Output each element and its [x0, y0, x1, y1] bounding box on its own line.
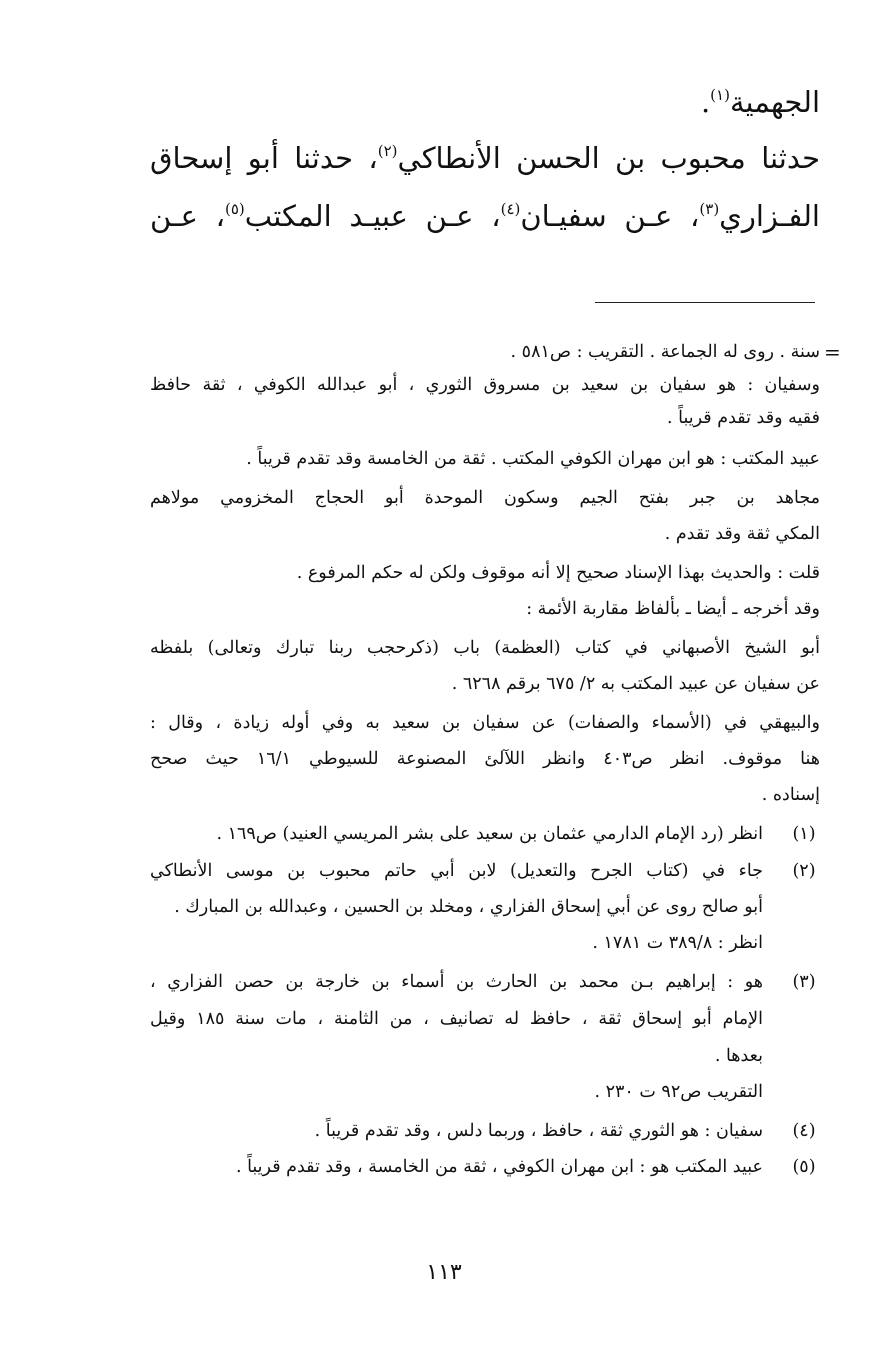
- main-text-line-2: [150, 138, 820, 178]
- footnote-line: سفيان : هو الثوري ثقة ، حافظ ، وربما دلس ، وقد تقدم قريباً .: [314, 1121, 763, 1141]
- footnote-line: هنا موقوف. انظر ص٤٠٣ وانظر اللآلئ المصنوعة للسيوطي ١٦/١ حيث صحح: [150, 749, 820, 769]
- footnote-line: المكي ثقة وقد تقدم .: [664, 524, 820, 544]
- footnote-number: (٥): [792, 1157, 816, 1177]
- main-text: ، عـن عبيـد المكتب: [244, 199, 501, 233]
- main-text: الفـزاري: [719, 199, 820, 233]
- main-text: حدثنا محبوب بن الحسن الأنطاكي: [397, 141, 821, 175]
- main-text-line-3: [150, 196, 820, 236]
- footnote-ref: (٢): [377, 142, 398, 160]
- footnote-line: انظر (رد الإمام الدارمي عثمان بن سعيد على بشر المريسي العنيد) ص١٦٩ .: [216, 824, 763, 844]
- main-text: الجهمية: [729, 85, 820, 119]
- footnote-line: مجاهد بن جبر بفتح الجيم وسكون الموحدة أبو الحجاج المخزومي مولاهم: [150, 488, 820, 508]
- footnote-line: عن سفيان عن عبيد المكتب به ٢/ ٦٧٥ برقم ٦٢٦٨ .: [451, 674, 820, 694]
- footnote-number: (٤): [792, 1121, 816, 1141]
- footnote-line: أبو الشيخ الأصبهاني في كتاب (العظمة) باب (ذكرحجب ربنا تبارك وتعالى) بلفظه: [150, 638, 820, 658]
- continuation-mark: =: [824, 340, 841, 364]
- footnote-line: قلت : والحديث بهذا الإسناد صحيح إلا أنه موقوف ولكن له حكم المرفوع .: [296, 563, 820, 583]
- footnote-number: (٢): [792, 861, 816, 881]
- main-text: ، عـن: [150, 199, 225, 233]
- footnote-line: الإمام أبو إسحاق ثقة ، حافظ له تصانيف ، من الثامنة ، مات سنة ١٨٥ وقيل: [150, 1009, 763, 1029]
- footnote-line: وسفيان : هو سفيان بن سعيد بن مسروق الثوري ، أبو عبدالله الكوفي ، ثقة حافظ: [150, 375, 820, 395]
- footnote-line: أبو صالح روى عن أبي إسحاق الفزاري ، ومخلد بن الحسين ، وعبدالله بن المبارك .: [174, 897, 763, 917]
- footnote-line: عبيد المكتب هو : ابن مهران الكوفي ، ثقة من الخامسة ، وقد تقدم قريباً .: [235, 1157, 763, 1177]
- footnote-line: انظر : ٣٨٩/٨ ت ١٧٨١ .: [592, 933, 763, 953]
- footnote-number: (١): [792, 824, 816, 844]
- footnote-line: عبيد المكتب : هو ابن مهران الكوفي المكتب . ثقة من الخامسة وقد تقدم قريباً .: [246, 449, 820, 469]
- footnote-line: بعدها .: [714, 1046, 763, 1066]
- main-text-line-1: [701, 82, 820, 122]
- footnote-ref: (١): [710, 86, 730, 104]
- footnote-line: وقد أخرجه ـ أيضا ـ بألفاظ مقاربة الأئمة :: [526, 599, 820, 619]
- main-text: .: [700, 85, 711, 119]
- page-number: ١١٣: [426, 1260, 462, 1285]
- footnote-line: جاء في (كتاب الجرح والتعديل) لابن أبي حاتم محبوب بن موسى الأنطاكي: [150, 861, 763, 881]
- footnote-ref: (٣): [699, 200, 720, 218]
- footnote-separator: [595, 302, 815, 303]
- footnote-line: التقريب ص٩٢ ت ٢٣٠ .: [594, 1082, 763, 1102]
- footnote-line: سنة . روى له الجماعة . التقريب : ص٥٨١ .: [510, 342, 820, 362]
- footnote-line: فقيه وقد تقدم قريباً .: [667, 408, 820, 428]
- footnote-ref: (٤): [500, 200, 521, 218]
- footnote-ref: (٥): [224, 200, 245, 218]
- footnote-line: هو : إبراهيم بـن محمد بن الحارث بن أسماء بن خارجة بن حصن الفزاري ،: [150, 972, 763, 992]
- footnote-line: إسناده .: [761, 785, 820, 805]
- footnote-number: (٣): [792, 972, 816, 992]
- main-text: ، عـن سفيـان: [520, 199, 700, 233]
- main-text: ، حدثنا أبو إسحاق: [150, 141, 378, 175]
- footnote-line: والبيهقي في (الأسماء والصفات) عن سفيان بن سعيد به وفي أوله زيادة ، وقال :: [150, 713, 820, 733]
